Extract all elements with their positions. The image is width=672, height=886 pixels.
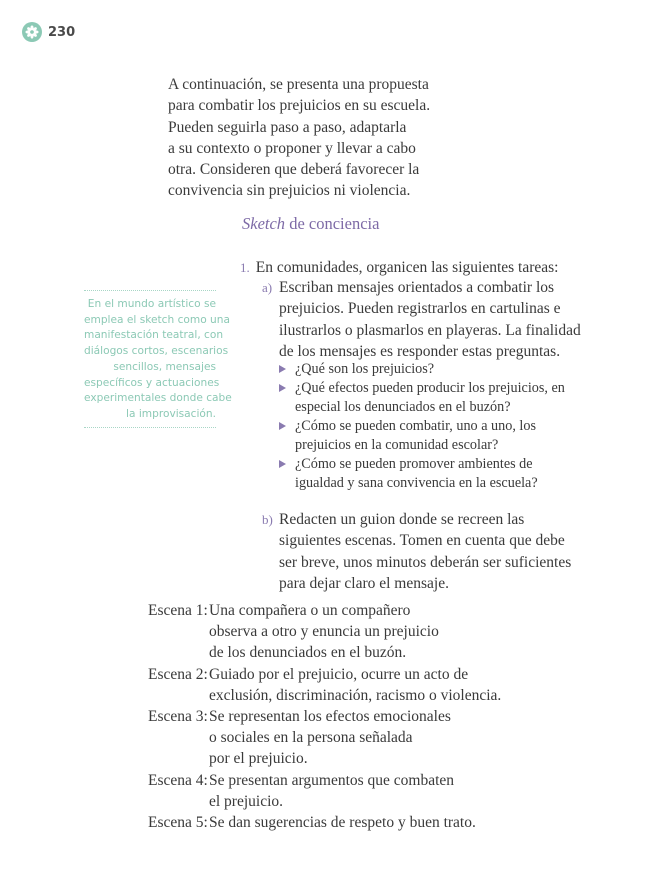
question-item bbox=[277, 379, 565, 417]
intro-line: a su contexto o proponer y llevar a cabo bbox=[168, 139, 416, 157]
question-line: ¿Qué efectos pueden producir los prejuicios, en bbox=[295, 380, 565, 396]
task-number: 1. bbox=[240, 260, 250, 275]
page-number: 230 bbox=[48, 24, 76, 40]
item-line: de los mensajes es responder estas preguntas. bbox=[279, 342, 561, 360]
item-letter: a) bbox=[262, 280, 273, 295]
section-title-emphasis: Sketch bbox=[242, 214, 286, 233]
triangle-bullet-icon bbox=[279, 365, 286, 373]
task-item-a bbox=[262, 277, 581, 362]
scene-list bbox=[148, 600, 501, 833]
sidenote-line: experimentales donde cabe bbox=[84, 392, 232, 405]
scene-line: Se presentan argumentos que combaten bbox=[209, 771, 455, 789]
intro-line: para combatir los prejuicios en su escuela. bbox=[168, 97, 431, 115]
scene-line: Una compañera o un compañero bbox=[209, 602, 411, 619]
scene-line: Se representan los efectos emocionales bbox=[209, 708, 451, 726]
sidenote-line: sencillos, mensajes bbox=[113, 360, 216, 373]
sidenote-line: emplea el sketch como una bbox=[84, 313, 230, 326]
scene-item bbox=[148, 664, 501, 706]
scene-item bbox=[148, 770, 501, 812]
section-title bbox=[242, 214, 379, 234]
scene-line: de los denunciados en el buzón. bbox=[209, 644, 407, 662]
scene-line: Guiado por el prejuicio, ocurre un acto de bbox=[209, 665, 469, 683]
page-number-area bbox=[22, 22, 75, 42]
question-list bbox=[277, 360, 565, 493]
item-line: siguientes escenas. Tomen en cuenta que debe bbox=[279, 532, 565, 550]
sidenote-line: manifestación teatral, con bbox=[84, 329, 224, 342]
triangle-bullet-icon bbox=[279, 460, 286, 468]
question-item bbox=[277, 417, 565, 455]
question-line: ¿Cómo se pueden promover ambientes de bbox=[295, 456, 533, 472]
intro-paragraph bbox=[168, 74, 448, 202]
question-line: especial los denunciados en el buzón? bbox=[295, 399, 511, 415]
question-line: ¿Cómo se pueden combatir, uno a uno, los bbox=[295, 418, 536, 434]
item-line: para dejar claro el mensaje. bbox=[279, 574, 449, 592]
scene-label: Escena 1: bbox=[148, 602, 208, 619]
intro-line: Pueden seguirla paso a paso, adaptarla bbox=[168, 118, 407, 136]
scene-item bbox=[148, 600, 501, 664]
question-line: prejuicios en la comunidad escolar? bbox=[295, 437, 499, 453]
item-line: ilustrarlos o plasmarlos en playeras. La finalidad bbox=[279, 321, 581, 339]
sidenote-line: diálogos cortos, escenarios bbox=[84, 345, 229, 358]
intro-line: otra. Consideren que deberá favorecer la bbox=[168, 161, 420, 179]
item-line: prejuicios. Pueden registrarlos en cartulinas e bbox=[279, 300, 561, 318]
scene-label: Escena 2: bbox=[148, 665, 208, 683]
scene-item bbox=[148, 706, 501, 770]
scene-line: por el prejuicio. bbox=[209, 750, 308, 768]
question-line: ¿Qué son los prejuicios? bbox=[295, 361, 435, 377]
item-line: ser breve, unos minutos deberán ser suficientes bbox=[279, 553, 572, 571]
flower-icon bbox=[22, 22, 42, 42]
question-line: igualdad y sana convivencia en la escuela? bbox=[295, 475, 538, 491]
sidenote-line: específicos y actuaciones bbox=[84, 376, 220, 389]
sidenote bbox=[84, 290, 232, 428]
task-item-1 bbox=[240, 257, 558, 278]
item-line: Escriban mensajes orientados a combatir los bbox=[279, 279, 555, 296]
scene-label: Escena 3: bbox=[148, 708, 208, 726]
section-title-rest: de conciencia bbox=[285, 214, 380, 233]
item-line: Redacten un guion donde se recreen las bbox=[279, 511, 525, 528]
triangle-bullet-icon bbox=[279, 384, 286, 392]
question-item bbox=[277, 455, 565, 493]
scene-line: o sociales en la persona señalada bbox=[209, 729, 413, 747]
item-letter: b) bbox=[262, 512, 273, 527]
scene-label: Escena 4: bbox=[148, 771, 208, 789]
intro-line: convivencia sin prejuicios ni violencia. bbox=[168, 182, 411, 200]
scene-line: exclusión, discriminación, racismo o violencia. bbox=[209, 686, 502, 704]
task-text: En comunidades, organicen las siguientes tareas: bbox=[255, 259, 559, 276]
scene-line: el prejuicio. bbox=[209, 792, 284, 810]
question-item bbox=[277, 360, 565, 379]
scene-line: observa a otro y enuncia un prejuicio bbox=[209, 623, 439, 641]
sidenote-line: la improvisación. bbox=[126, 407, 216, 420]
sidenote-line: En el mundo artístico se bbox=[87, 298, 216, 310]
task-item-b bbox=[262, 509, 571, 594]
scene-label: Escena 5: bbox=[148, 814, 208, 832]
triangle-bullet-icon bbox=[279, 422, 286, 430]
scene-item bbox=[148, 812, 501, 833]
scene-line: Se dan sugerencias de respeto y buen trato. bbox=[209, 814, 476, 832]
intro-line: A continuación, se presenta una propuesta bbox=[168, 76, 429, 93]
